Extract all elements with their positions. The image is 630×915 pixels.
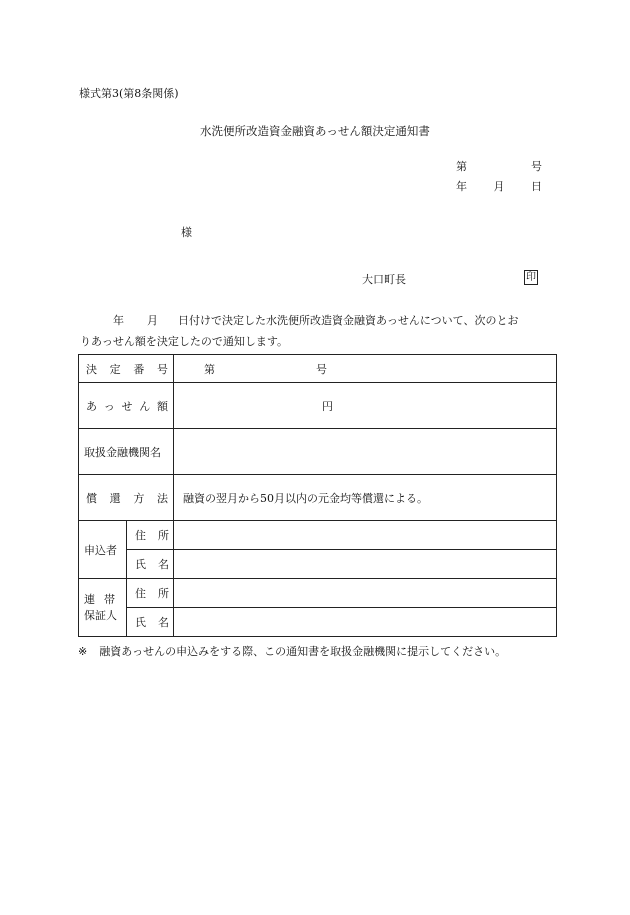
value-applicant-address: [174, 521, 557, 550]
value-guarantor-name: [174, 608, 557, 637]
body-line-1-text: 日付けで決定した水洗便所改造資金融資あっせんについて、次のとお: [178, 314, 519, 327]
body-line-1: [80, 310, 560, 331]
date-month: 月: [493, 180, 505, 193]
note-mark: ※: [78, 645, 88, 658]
document-number-date: [456, 160, 542, 196]
seal-mark: 印: [526, 272, 536, 283]
value-repayment: 融資の翌月から50月以内の元金均等償還による。: [174, 475, 557, 521]
body-year: 年: [113, 314, 124, 327]
row-applicant-address: [79, 521, 557, 550]
label-decision-number: 決 定 番 号: [79, 355, 174, 383]
row-guarantor-address: [79, 579, 557, 608]
decision-number-prefix: 第: [204, 362, 215, 376]
date-year: 年: [456, 180, 467, 193]
label-applicant: 申込者: [79, 521, 127, 579]
row-decision-number: [79, 355, 557, 383]
row-repayment: [79, 475, 557, 521]
row-amount: [79, 383, 557, 429]
label-applicant-name: 氏 名: [127, 550, 174, 579]
label-applicant-address: 住 所: [127, 521, 174, 550]
document-number: [456, 160, 542, 180]
document-date: [456, 180, 542, 196]
value-decision-number: [174, 355, 557, 383]
label-guarantor: 連 帯 保証人: [79, 579, 127, 637]
value-applicant-name: [174, 550, 557, 579]
number-suffix: 号: [531, 160, 542, 173]
body-line-2: りあっせん額を決定したので通知します。: [80, 335, 289, 348]
value-guarantor-address: [174, 579, 557, 608]
number-prefix: 第: [456, 160, 467, 173]
label-institution: 取扱金融機関名: [79, 429, 174, 475]
addressee-honorific: 様: [181, 226, 192, 239]
notice-table: [78, 354, 557, 637]
label-guarantor-address: 住 所: [127, 579, 174, 608]
amount-unit: 円: [322, 399, 333, 413]
row-applicant-name: [79, 550, 557, 579]
document-title: 水洗便所改造資金融資あっせん額決定通知書: [200, 124, 430, 138]
footnote: [78, 645, 506, 659]
date-day: 日: [531, 180, 542, 193]
label-repayment: 償 還 方 法: [79, 475, 174, 521]
note-text: 融資あっせんの申込みをする際、この通知書を取扱金融機関に提示してください。: [99, 645, 507, 658]
body-paragraph: [80, 310, 560, 352]
form-label: 様式第3(第8条関係): [79, 87, 179, 100]
decision-number-suffix: 号: [316, 362, 327, 376]
label-guarantor-name: 氏 名: [127, 608, 174, 637]
row-institution: [79, 429, 557, 475]
body-month: 月: [147, 314, 158, 327]
label-amount: あ っ せ ん 額: [79, 383, 174, 429]
value-amount: [174, 383, 557, 429]
value-institution: [174, 429, 557, 475]
issuer-name: 大口町長: [362, 273, 406, 286]
row-guarantor-name: [79, 608, 557, 637]
